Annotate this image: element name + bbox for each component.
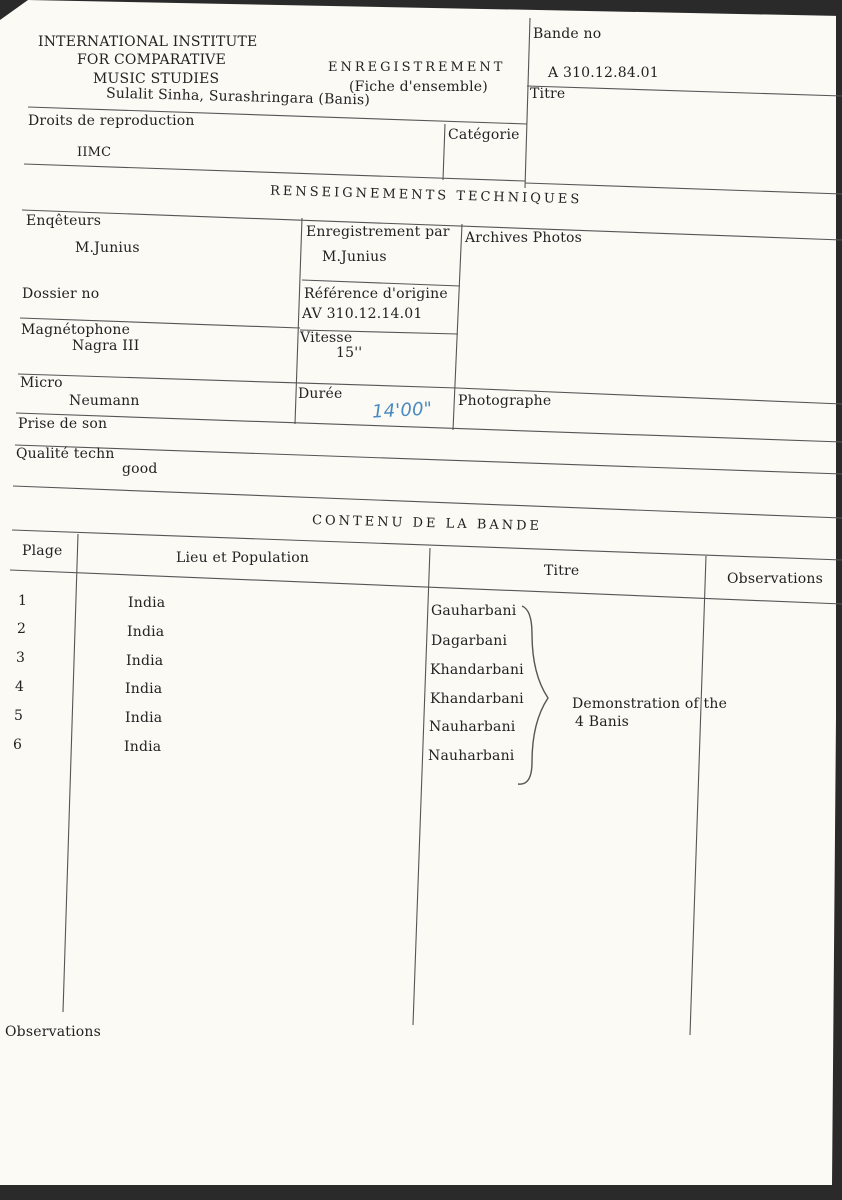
- lieu-value: India: [126, 653, 164, 669]
- titre-value: Nauharbani: [428, 748, 515, 764]
- reference-label: Référence d'origine: [304, 286, 448, 302]
- vitesse-label: Vitesse: [300, 330, 353, 346]
- micro-label: Micro: [20, 375, 63, 391]
- dossier-label: Dossier no: [22, 286, 100, 302]
- lieu-value: India: [127, 624, 165, 640]
- titre-value: Khandarbani: [430, 691, 524, 707]
- plage-number: 3: [16, 650, 26, 666]
- form-title: ENREGISTREMENT: [328, 60, 506, 75]
- lieu-value: India: [125, 681, 163, 697]
- institute-line-2: FOR COMPARATIVE: [77, 52, 227, 68]
- prise-de-son-label: Prise de son: [18, 416, 108, 432]
- col-plage-header: Plage: [22, 543, 63, 559]
- plage-number: 6: [13, 737, 23, 753]
- qualite-label: Qualité techn: [16, 446, 115, 462]
- reference-value: AV 310.12.14.01: [302, 306, 423, 322]
- col-titre-header: Titre: [544, 563, 580, 579]
- form-subtitle: (Fiche d'ensemble): [349, 79, 488, 95]
- institute-line-1: INTERNATIONAL INSTITUTE: [38, 34, 258, 50]
- bande-label: Bande no: [533, 26, 602, 42]
- plage-number: 2: [17, 621, 27, 637]
- enregistrement-value: M.Junius: [322, 249, 387, 265]
- enqueteurs-label: Enqêteurs: [26, 213, 102, 229]
- col-lieu-header: Lieu et Population: [176, 550, 310, 566]
- vitesse-value: 15'': [336, 345, 363, 361]
- footer-observations-label: Observations: [5, 1024, 101, 1040]
- titre-value: Dagarbani: [431, 633, 508, 649]
- enregistrement-label: Enregistrement par: [306, 224, 450, 240]
- plage-number: 4: [15, 679, 25, 695]
- lieu-value: India: [125, 710, 163, 726]
- group-note-line-2: 4 Banis: [575, 714, 630, 730]
- titre-label: Titre: [530, 86, 566, 102]
- recording-subject: Sulalit Sinha, Surashringara (Banis): [105, 85, 371, 109]
- magnetophone-value: Nagra III: [72, 338, 140, 354]
- titre-value: Nauharbani: [429, 719, 516, 735]
- bande-number: A 310.12.84.01: [548, 65, 659, 81]
- plage-number: 1: [18, 593, 28, 609]
- lieu-value: India: [124, 739, 162, 755]
- duree-handwritten-value: 14'00": [371, 398, 433, 423]
- categorie-label: Catégorie: [448, 127, 520, 143]
- micro-value: Neumann: [69, 393, 140, 409]
- duree-label: Durée: [298, 386, 343, 402]
- contenu-heading: CONTENU DE LA BANDE: [311, 512, 543, 535]
- archives-photos-label: Archives Photos: [465, 230, 583, 246]
- titre-value: Gauharbani: [431, 603, 517, 619]
- titre-value: Khandarbani: [430, 662, 524, 678]
- technique-heading: RENSEIGNEMENTS TECHNIQUES: [269, 183, 583, 208]
- qualite-value: good: [122, 461, 158, 477]
- photographe-label: Photographe: [458, 393, 552, 409]
- col-observations-header: Observations: [727, 571, 823, 587]
- magnetophone-label: Magnétophone: [21, 322, 131, 338]
- group-note-line-1: Demonstration of the: [572, 696, 728, 712]
- plage-number: 5: [14, 708, 24, 724]
- enqueteurs-value: M.Junius: [75, 240, 140, 256]
- rights-value: IIMC: [77, 145, 112, 160]
- institute-line-3: MUSIC STUDIES: [93, 71, 220, 87]
- lieu-value: India: [128, 595, 166, 611]
- rights-label: Droits de reproduction: [28, 113, 195, 129]
